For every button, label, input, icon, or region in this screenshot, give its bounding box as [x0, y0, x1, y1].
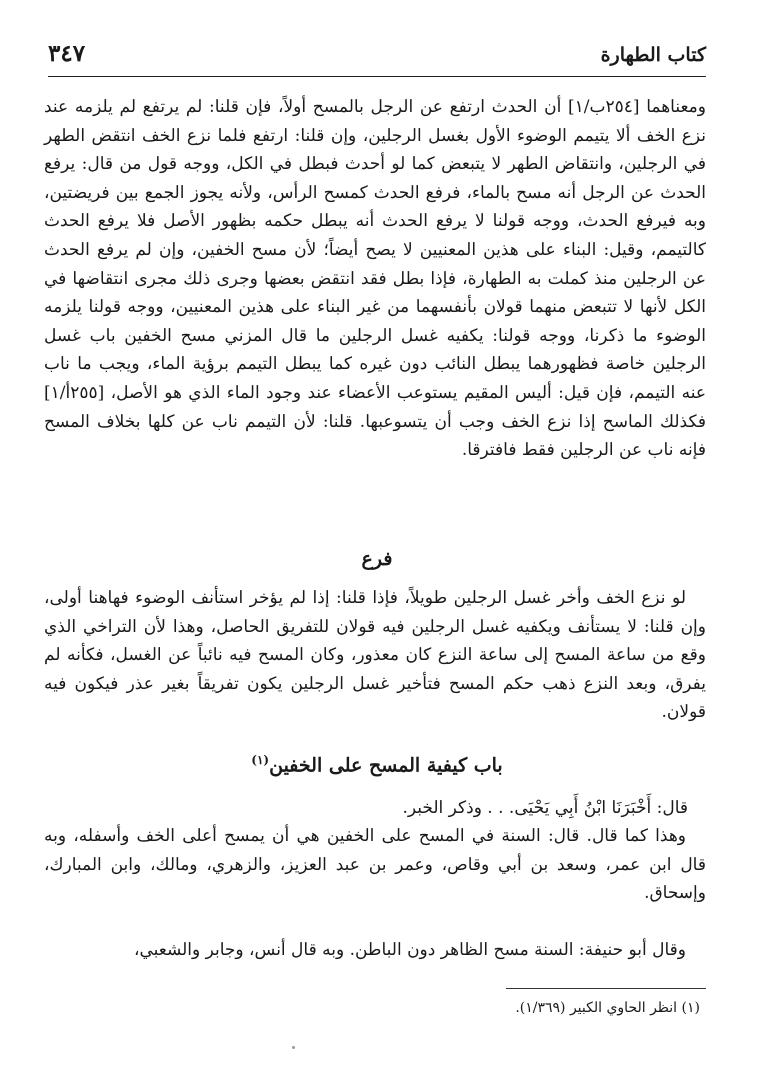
scan-speck [292, 1046, 295, 1049]
section-heading-bab [48, 753, 706, 776]
bab-text-block [44, 822, 706, 908]
paragraph: لو نزع الخف وأخر غسل الرجلين طويلاً، فإذا قلنا: إذا لم يؤخر استأنف الوضوء فهاهنا أولى، وإن قلنا: لا يستأنف ويكفيه غسل الرجلين فيه قولان للتفريق الحاصل، وهذا لأن التراخي الذي وقع من ساعة المسح إلى ساعة النزع كان معذور، وكان المسح فيه نائباً عن الغسل، فكأنه لم يفرق، وبعد النزع ذهب حكم المسح فتأخير غسل الرجلين يكون تفريقاً بغير عذر فيكون فيه قولان. [44, 588, 706, 723]
page-header [48, 38, 706, 82]
footnote-rule [506, 988, 706, 989]
running-title: كتاب الطهارة [600, 44, 706, 66]
section-heading-far: فرع [361, 548, 393, 570]
paragraph: وهذا كما قال. قال: السنة في المسح على الخفين هي أن يمسح أعلى الخف وأسفله، وبه قال ابن عمر، وسعد بن أبي وقاص، وعمر بن عبد العزيز، والزهري، ومالك، وابن المبارك، وإسحاق. [44, 826, 706, 904]
heading-text: باب كيفية المسح على الخفين [269, 754, 503, 777]
bab-text-block-2 [44, 936, 706, 965]
footnote-marker: (١) [251, 753, 270, 767]
far-text-block [44, 584, 706, 727]
header-rule [48, 76, 706, 77]
paragraph: ومعناهما [٢٥٤ب/١] أن الحدث ارتفع عن الرجل بالمسح أولاً، فإن قلنا: لم يرتفع لم يلزمه عند نزع الخف ألا يتيمم الوضوء الأول بغسل الرجلين، وإن قلنا: ارتفع فلما نزع الخف انتقض الطهر في الرجلين، وانتقاض الطهر لا يتبعض كما لو أحدث فبطل في الكل، ووجه قول من قال: يرفع الحدث عن الرجل أنه مسح بالماء، فرفع الحدث كمسح الرأس، ولأنه يجوز الجمع بين فريضتين، وبه فيرفع الحدث، ووجه قولنا لا يرفع الحدث أنه يبطل حكمه بظهور الأصل فلا يرفع الحدث كالتيمم، وقيل: البناء على هذين المعنيين لا يصح أيضاً؛ لأن مسح الخفين، وإن لم يرفع الحدث عن الرجلين منذ كملت به الطهارة، فإذا بطل فقد انتقض بعضها وجرى ذلك مجرى انتقاضها في الكل لأنها لا تتبعض منهما قولان بأنفسهما من غير البناء على هذين المعنيين، ووجه قولنا يلزمه الوضوء ما ذكرنا، ووجه قولنا: يكفيه غسل الرجلين ما قال المزني مسح الخفين باب غسل الرجلين خاصة فظهورهما يبطل النائب دون غيره كما يبطل التيمم برؤية الماء، ويجب ما ناب عنه التيمم، فإن قيل: أليس المقيم يستوعب الأعضاء عند وجود الماء الذي هو الأصل، [٢٥٥أ/١] فكذلك الماسح إذا نزع الخف وجب أن يتسوعبها. قلنا: لأن التيمم ناب عن كلها بخلاف المسح فإنه ناب عن الرجلين فقط فافترقا. [44, 97, 707, 461]
page-number: ٣٤٧ [48, 40, 86, 67]
paragraph: وقال أبو حنيفة: السنة مسح الظاهر دون الباطن. وبه قال أنس، وجابر والشعبي، [133, 940, 686, 960]
footnote: (١) انظر الحاوي الكبير (١/٣٦٩). [515, 1000, 700, 1016]
narration-line: قال: أَخْبَرَنَا ابْنُ أَبِي يَحْيَى. . . وذكر الخبر. [402, 798, 688, 818]
main-text-block [44, 93, 706, 465]
